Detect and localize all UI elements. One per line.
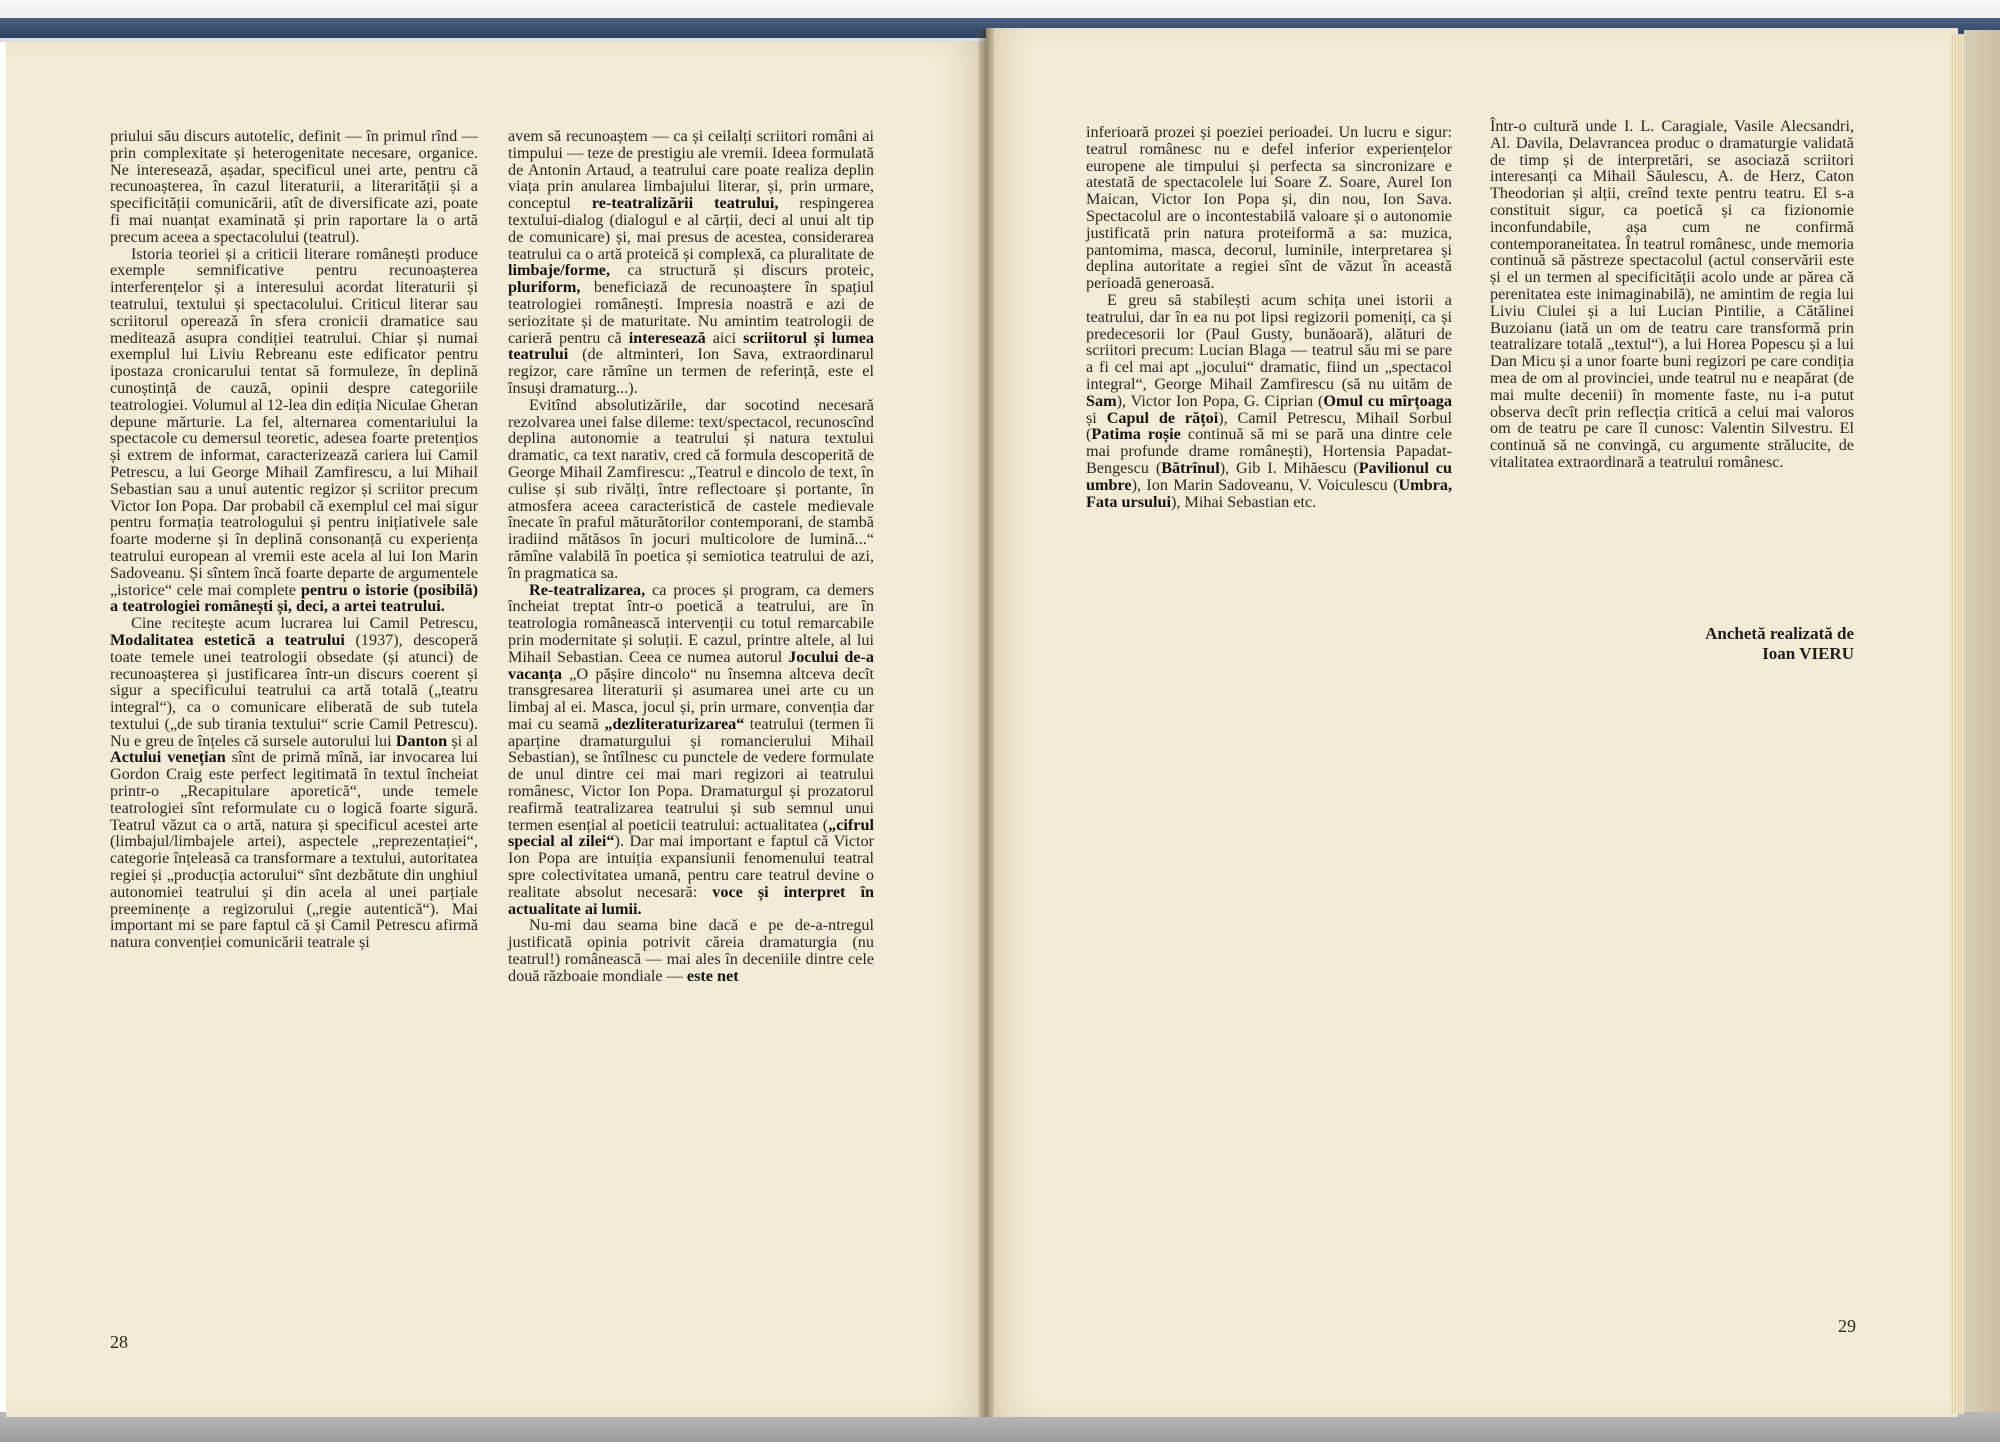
bold-text-span: Actului venețian — [110, 748, 226, 767]
bold-text-span: pluriform, — [508, 278, 581, 297]
paragraph — [508, 128, 874, 397]
text-span: Nu-mi dau seama bine dacă e pe de-a-ntregul justificată opinia potrivit căreia dramaturgia (nu teatrul!) românească — mai ales în deceniile dintre cele două războaie mondiale — — [508, 916, 874, 985]
paragraph — [1086, 124, 1452, 292]
left-page-column-2 — [508, 128, 874, 985]
text-span: ), Gib I. Mihăescu ( — [1219, 458, 1359, 477]
left-page-column-1 — [110, 128, 478, 951]
text-span: ca structură și discurs proteic, — [610, 261, 874, 280]
bold-text-span: este net — [686, 966, 739, 985]
text-span: ), Camil Petrescu, Mihail Sorbul ( — [1086, 408, 1452, 444]
bold-text-span: Danton — [395, 731, 448, 750]
bold-text-span: scriitorul și lumea teatrului — [508, 328, 874, 364]
bold-text-span: Sam — [1086, 391, 1117, 410]
bold-text-span: Patima roșie — [1091, 425, 1181, 444]
text-span: Cine recitește acum lucrarea lui Camil Petrescu, — [131, 614, 478, 633]
bold-text-span: pentru o istorie (posibilă) a teatrologiei românești și, deci, a artei teatrului. — [110, 580, 478, 616]
text-span: (1937), descoperă toate temele unei teatrologii obsedate (și atunci) de recunoașterea și justificarea într-un discurs coerent și sigur a specificului teatrului ca artă totală („teatru integral“), ca o comunicare eliberată de sub tutela textului („de sub tirania textului“ scrie Camil Petrescu). Nu e greu de înțeles că sursele autorului lui — [110, 630, 478, 750]
paragraph — [110, 615, 478, 951]
bold-text-span: Pavilionul cu umbre — [1086, 458, 1452, 494]
bold-text-span: Omul cu mîrțoaga — [1323, 391, 1452, 410]
text-span: beneficiază de recunoaștere în spațiul teatrologiei românești. Impresia noastră e azi de seriozitate și de maturitate. Nu amintim teatrologii de carieră pentru că — [508, 278, 874, 347]
bold-text-span: Umbra, Fata ursului — [1086, 475, 1452, 511]
bold-text-span: voce și interpret în actualitate ai lumii. — [508, 882, 874, 918]
text-span: continuă să mi se pară una dintre cele mai profunde drame românești), Hortensia Papadat-Bengescu ( — [1086, 425, 1452, 477]
bold-text-span: „cifrul special al zilei“ — [508, 815, 874, 851]
text-span: ), Victor Ion Popa, G. Ciprian ( — [1116, 391, 1324, 410]
bold-text-span: Jocului de-a vacanța — [508, 647, 874, 683]
text-span: și — [1086, 408, 1107, 427]
right-page-number: 29 — [1838, 1316, 1856, 1336]
bold-text-span: Bătrînul — [1161, 458, 1220, 477]
right-page-column-1 — [1086, 124, 1452, 510]
text-span: Evitînd absolutizările, dar socotind necesară rezolvarea unei false dileme: text/spectacol, recunoscînd deplina autonomie a teatrului și natura textului dramatic, ca text narativ, cred că formula descoperită de George Mihail Zamfirescu: „Teatrul e dincolo de text, în culise și sub rivălți, între reflectoare și portante, în atmosfera aceea caracteristică de castele medievale înecate în praful măturătorilor contemporani, de stambă iradiind mătăsos în jocuri multicolore de lumină...“ rămîne valabilă în poetica și semiotica teatrului de azi, în pragmatica sa. — [508, 395, 874, 582]
bold-text-span: „dezliteraturizarea“ — [604, 714, 745, 733]
paragraph — [1490, 118, 1854, 471]
page-edges — [1950, 34, 1964, 1414]
text-span: (de altminteri, Ion Sava, extraordinarul regizor, care rămîne un termen de referință, este el însuși dramaturg...). — [508, 345, 874, 397]
signature-line-1: Anchetă realizată de — [1705, 624, 1854, 643]
left-page-number: 28 — [110, 1332, 128, 1352]
bold-text-span: re-teatralizării teatrului, — [591, 194, 779, 213]
bold-text-span: interesează — [628, 328, 706, 347]
paragraph — [508, 582, 874, 918]
text-span: teatrului (termen îi aparține dramaturgului și romancierului Mihail Sebastian), se întîlnesc cu punctele de vedere formulate de unul dintre cei mai mari regizori ai teatrului românesc, Victor Ion Popa. Dramaturgul și prozatorul reafirmă teatralizarea teatrului și sub semnul unui termen esențial al poeticii teatrului: actualitatea ( — [508, 714, 875, 834]
text-span: Istoria teoriei și a criticii literare românești produce exemple semnificative pentru recunoașterea interferențelor și a interesului acordat literaturii și teatrului, textului și spectacolului. Criticul literar sau scriitorul operează în sfera cronicii dramatice sau meditează asupra condiției teatrului. Chiar și numai exemplul lui Liviu Rebreanu este edificator pentru ipostaza cronicarului tentat să formuleze, în deplină cunoștință de cauză, opinii despre categoriile teatrologiei. Volumul al 12-lea din ediția Niculae Gheran depune mărturie. La fel, alternarea comentariului la spectacole cu demersul teoretic, adesea foarte pretențios și extrem de informat, caracterizează cariera lui Camil Petrescu, a lui George Mihail Zamfirescu, a lui Mihail Sebastian sau a unui autentic regizor și scriitor precum Victor Ion Popa. Dar probabil că exemplul cel mai sigur pentru formația teatrologului și pentru inițiativele sale foarte moderne și în deplină consonanță cu experiența teatrului european al vremii este acela al lui Ion Marin Sadoveanu. Și sîntem încă foarte departe de argumentele „istorice“ cele mai complete — [110, 244, 479, 599]
bold-text-span: Modalitatea estetică a teatrului — [110, 630, 345, 649]
text-span: respingerea textului-dialog (dialogul e al cărții, deci al unui alt tip de comunicare) și, mai presus de acestea, considerarea teatrului ca o artă proteică și complexă, ca pluralitate de — [508, 194, 874, 263]
book-gutter — [978, 28, 994, 1417]
text-span: inferioară prozei și poeziei perioadei. Un lucru e sigur: teatrul românesc nu e defel inferior experiențelor europene ale timpului și perfecta sa sincronizare e atestată de spectacolele lui Soare Z. Soare, Aurel Ion Maican, Victor Ion Popa și, din nou, Ion Sava. Spectacolul are o incontestabilă valoare și o autonomie justificată prin natura proteiformă a sa: muzica, pantomima, masca, decorul, luminile, interpretarea și deplina autoritate a regiei sînt de văzut în această perioadă generoasă. — [1086, 123, 1452, 293]
paragraph — [1086, 292, 1452, 510]
text-span: „O pășire dincolo“ nu însemna altceva decît transgresarea literaturii și asumarea unei arte cu un limbaj al ei. Masca, jocul și, prin urmare, convenția dar mai cu seamă — [508, 664, 874, 733]
text-span: E greu să stabilești acum schița unei istorii a teatrului, dar în ea nu pot lipsi regizorii pomeniți, ca și predecesorii lor (Paul Gusty, bunăoară), alături de scriitori precum: Lucian Blaga — teatrul său mi se pare a fi cel mai apt „jocului“ dramatic, fiind un „spectacol integral“, George Mihail Zamfirescu (să nu uităm de — [1086, 290, 1452, 393]
text-span: Într-o cultură unde I. L. Caragiale, Vasile Alecsandri, Al. Davila, Delavrancea produc o dramaturgie validată de timp și de interpretări, se asociază scriitori interesanți ca Mihail Săulescu, A. de Herz, Caton Theodorian și alții, creînd texte pentru teatru. El s-a constituit sigur, ca poetică și ca fizionomie inconfundabile, așa cum ne confirmă contemporaneitatea. În teatrul românesc, unde memoria continuă să păstreze spectacolul (actul conservării este și el un termen al specificității acolo unde ar părea că perenitatea este inimaginabilă), ne amintim de regia lui Liviu Ciulei și a lui Lucian Pintilie, a Cătălinei Buzoianu (iată un om de teatru care transformă prin teatralizare totală „textul“), a lui Horea Popescu și a lui Dan Micu și a unor foarte buni regizori pe care condiția mea de om al provinciei, unde teatrul nu e neapărat (de mai multe decenii) în momente faste, nu i-a putut observa decît prin reflecția critică a celui mai valoros om de teatru pe care îl cunosc: Valentin Silvestru. El continuă să ne convingă, cu argumente strălucite, de vitalitatea extraordinară a teatrului românesc. — [1490, 117, 1854, 471]
right-page-column-2 — [1490, 118, 1854, 471]
paragraph — [508, 917, 874, 984]
paragraph — [110, 128, 478, 246]
article-signature — [1600, 624, 1854, 664]
text-span: și al — [447, 731, 478, 750]
text-span: priului său discurs autotelic, definit — în primul rînd — prin complexitate și heterogenitate necesare, organice. Ne interesează, așadar, specificul unei arte, pentru că recunoașterea, în cazul literaturii, a literarității și a specificității comunicării, atît de diversificate azi, poate fi mai nuanțat examinată și prin raportare la o artă precum aceea a spectacolului (teatrul). — [110, 127, 478, 246]
text-span: ). Dar mai important e faptul că Victor Ion Popa are intuiția expansiunii fenomenului teatral spre colectivitatea umană, pentru care teatrul devine o realitate absolut necesară: — [508, 832, 874, 901]
bold-text-span: Re-teatralizarea, — [529, 580, 646, 599]
bold-text-span: Capul de rățoi — [1106, 408, 1219, 427]
signature-author: Ioan VIERU — [1762, 644, 1854, 663]
text-span: ca proces și program, ca demers încheiat treptat într-o poetică a teatrului, are în teatrologia românească intervenții cu totul remarcabile prin modernitate și soluții. E cazul, printre altele, al lui Mihail Sebastian. Ceea ce numea autorul — [508, 580, 874, 666]
book-cover-right — [1964, 30, 2000, 1442]
text-span: ), Mihai Sebastian etc. — [1171, 492, 1317, 511]
paragraph — [508, 397, 874, 582]
text-span: sînt de primă mînă, iar invocarea lui Gordon Craig este perfect legitimată în textul încheiat printr-o „Recapitulare aporetică“, unde temele teatrologiei sînt reformulate cu o logică foarte sigură. Teatrul văzut ca o artă, natura și specificul acestei arte (limbajul/limbajele artei), aspectele „reprezentației“, categorie înțeleasă ca transformare a textului, autoritatea regiei și „producția actorului“ sînt dezbătute din unghiul autonomiei teatrului și din acela al unei parțiale preeminențe a regizorului („regie autentică“). Mai important mi se pare faptul că și Camil Petrescu afirmă natura convenției comunicării teatrale și — [110, 748, 478, 952]
text-span: aici — [705, 328, 744, 347]
paragraph — [110, 246, 478, 616]
text-span: avem să recunoaștem — ca și ceilalți scriitori români ai timpului — teze de prestigiu ale vremii. Ideea formulată de Antonin Artaud, a teatrului care poate realiza deplin viața prin anularea limbajului literar, și, prin urmare, conceptul — [508, 127, 874, 213]
bold-text-span: limbaje/forme, — [508, 261, 611, 280]
text-span: ), Ion Marin Sadoveanu, V. Voiculescu ( — [1131, 475, 1399, 494]
